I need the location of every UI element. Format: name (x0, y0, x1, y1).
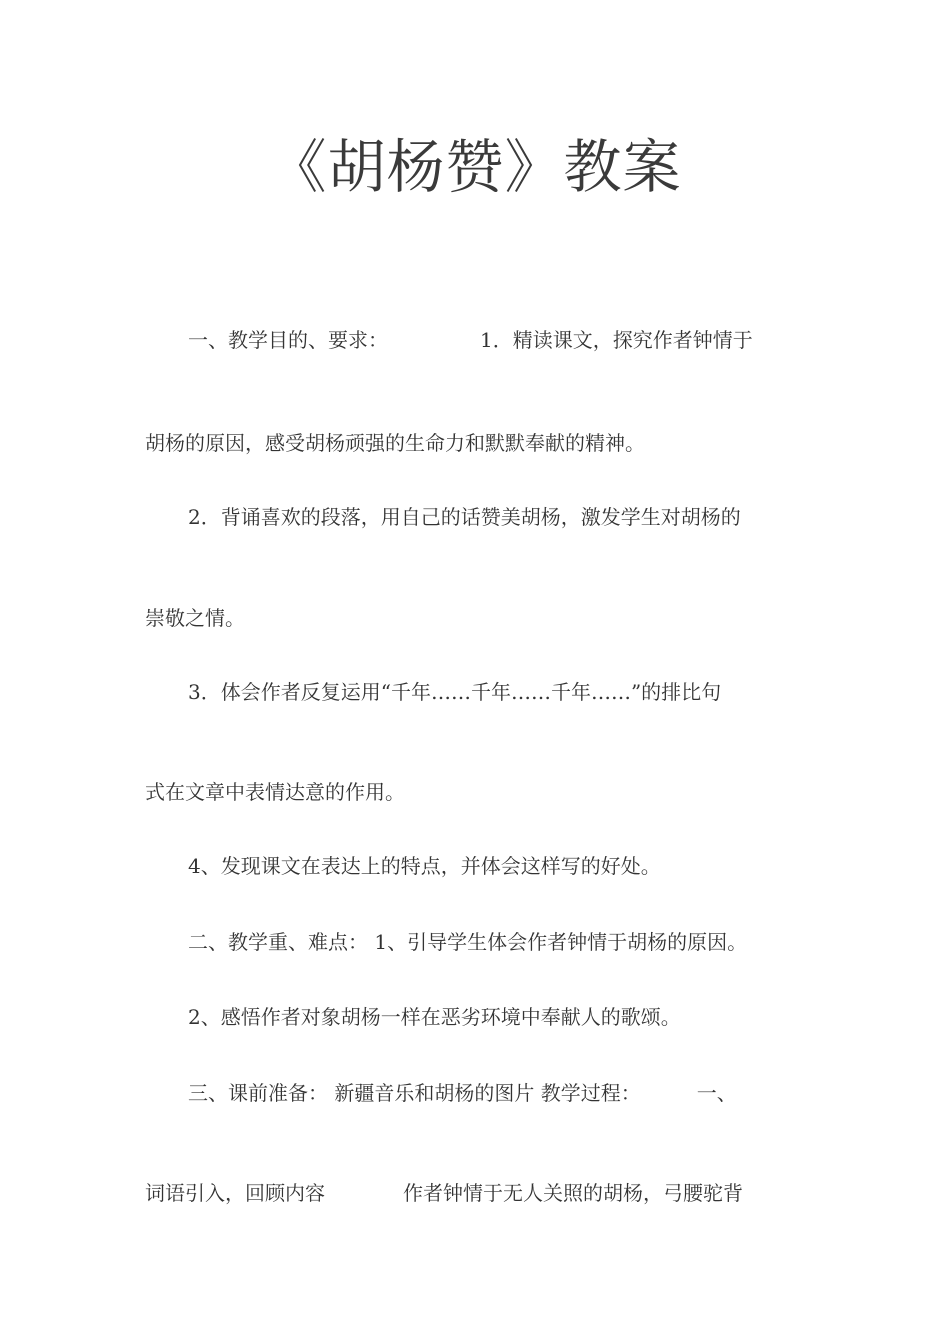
process-step-1-title: 词语引入，回顾内容 (145, 1181, 325, 1205)
objective-3-continued: 式在文章中表情达意的作用。 (145, 780, 405, 804)
document-title: 《胡杨赞》教案 (268, 133, 682, 201)
objective-2-start: 2．背诵喜欢的段落，用自己的话赞美胡杨，激发学生对胡杨的 (188, 505, 741, 529)
objectives-heading: 一、教学目的、要求： (188, 328, 388, 352)
preparation-text: 三、课前准备： 新疆音乐和胡杨的图片 教学过程： (188, 1081, 641, 1105)
objective-1-continued: 胡杨的原因，感受胡杨顽强的生命力和默默奉献的精神。 (145, 431, 645, 455)
objective-3-start: 3．体会作者反复运用“千年……千年……千年……”的排比句 (188, 680, 722, 704)
key-points-line: 二、教学重、难点： 1、引导学生体会作者钟情于胡杨的原因。 (188, 930, 748, 954)
objective-2-continued: 崇敬之情。 (145, 606, 245, 630)
preparation-line (188, 1079, 737, 1107)
objectives-line-1 (188, 326, 753, 354)
objective-4: 4、发现课文在表达上的特点，并体会这样写的好处。 (188, 854, 661, 878)
key-point-2: 2、感悟作者对象胡杨一样在恶劣环境中奉献人的歌颂。 (188, 1005, 681, 1029)
process-step-1-line (145, 1179, 743, 1207)
process-step-1-text: 作者钟情于无人关照的胡杨，弓腰驼背 (403, 1181, 743, 1205)
process-step-1-number: 一、 (696, 1081, 737, 1105)
objective-1-start: 1．精读课文，探究作者钟情于 (480, 328, 753, 352)
